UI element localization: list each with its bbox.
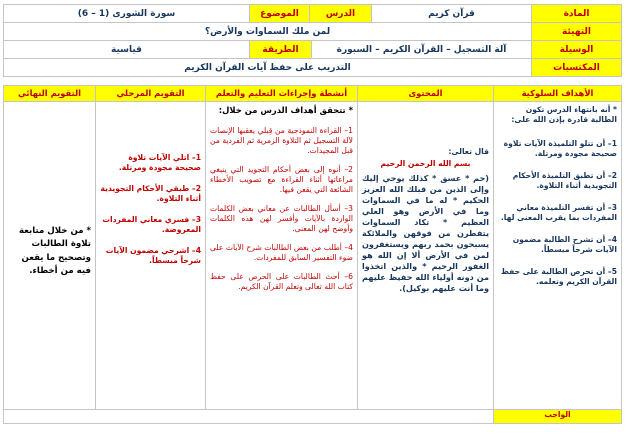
- final-eval-cell: [4, 102, 96, 410]
- col-content-header: المحتوى: [358, 86, 494, 102]
- content-verses: (حم * عسق * كذلك يوحي إليك وإلى الذين من قبلك الله العزيز الحكيم * له ما في السماوات وما في الأرض وهو العلي العظيم * تكاد السماوات يتفطرن من فوقهن والملائكة يسبحون بحمد ربهم ويستغفرون لمن في الأرض ألا إن الله هو الغفور الرحيم * والذين اتخذوا من دونه أولياء الله حفيظ عليهم وما أنت عليهم بوكيل).: [362, 173, 489, 294]
- means-label: الوسيلة: [532, 41, 622, 59]
- homework-label: الواجب: [494, 410, 622, 424]
- behavioral-item: 2– أن تطبق التلميذة الأحكام التجويدية أثناء التلاوة.: [512, 171, 617, 191]
- activities-intro: * تتحقق أهداف الدرس من خلال:: [218, 105, 353, 115]
- topic-label: الموضوع: [249, 5, 309, 23]
- activity-item: 3– أسأل الطالبات عن معاني بعض الكلمات الواردة بالآيات وأفسر لهن هذه الكلمات وأوضح لهن المعنى.: [210, 204, 353, 234]
- col-behavioral-header: الأهداف السلوكية: [494, 86, 622, 102]
- col-stage-eval-header: التقويم المرحلي: [96, 86, 206, 102]
- behavioral-cell: [494, 102, 622, 410]
- activity-item: 1– القراءة النموذجية من قِبلي يعقبها الإنصات لآلة التسجيل ثم التلاوة الزمرية ثم الفردية من قبل المجيدات.: [210, 126, 353, 156]
- behavioral-item: 1– أن تتلو التلميذة الآيات تلاوة صحيحة مجودة ومرتلة.: [503, 139, 617, 159]
- content-title: قال تعالى:: [448, 147, 489, 156]
- final-eval-text: * من خلال متابعة تلاوة الطالبات وتصحيح ما يقعن فيه من أخطاء.: [18, 226, 91, 276]
- subject-value: قرآن كريم: [372, 5, 532, 23]
- behavioral-intro: * أنه بانتهاء الدرس تكون الطالبة قادرة بإذن الله على:: [511, 105, 617, 125]
- behavioral-item: 5– أن تحرص الطالبة على حفظ القرآن الكريم وتعلمه.: [501, 267, 617, 287]
- col-activities-header: أنشطة وإجراءات التعليم والتعلم: [206, 86, 358, 102]
- col-final-eval-header: التقويم النهائي: [4, 86, 96, 102]
- topic-value: سورة الشورى (1 – 6): [3, 5, 249, 23]
- activity-item: 2– أنوه إلى بعض أحكام التجويد التي ينبغي مراعاتها أثناء القراءة مع تصويب الأخطاء الشائعة التي يقعن فيها.: [210, 165, 353, 195]
- lesson-label: الدرس: [309, 5, 371, 23]
- method-label: الطريقة: [249, 41, 311, 59]
- content-cell: [358, 102, 494, 410]
- means-value: آلة التسجيل – القرآن الكريم – السبورة: [312, 41, 532, 59]
- stage-eval-item: 2– طبقي الأحكام التجويدية أثناء التلاوة.: [100, 184, 201, 204]
- method-value: قياسية: [3, 41, 249, 59]
- activities-cell: [206, 102, 358, 410]
- stage-eval-cell: [96, 102, 206, 410]
- behavioral-item: 3– أن تفسر التلميذة معاني المفردات بما يقرب المعنى لها.: [500, 203, 617, 223]
- homework-value: [4, 410, 494, 424]
- stage-eval-item: 4– اشرحي مضمون الآيات شرحاً مبسطاً.: [105, 246, 201, 266]
- intro-value: لمن ملك السماوات والأرض؟: [3, 23, 531, 41]
- lesson-body-table: [3, 85, 622, 424]
- skills-value: التدريب على حفظ آيات القرآن الكريم: [3, 59, 531, 77]
- skills-label: المكتسبات: [532, 59, 622, 77]
- content-basmala: بسم الله الرحمن الرحيم: [380, 159, 471, 169]
- activity-item: 4– أطلب من بعض الطالبات شرح الآيات على ضوء التفسير السابق للمفردات.: [210, 243, 353, 263]
- stage-eval-item: 1– اتلي الآيات تلاوة صحيحة مجودة ومرتلة.: [118, 153, 201, 173]
- lesson-plan-page: [4, 4, 622, 424]
- activity-item: 6– أحث الطالبات على الحرص على حفظ كتاب الله تعالى وتعلم القرآن الكريم.: [210, 272, 353, 292]
- intro-label: التهيئة: [532, 23, 622, 41]
- behavioral-item: 4– أن تشرح الطالبة مضمون الآيات شرحاً مبسطاً.: [512, 235, 617, 255]
- stage-eval-item: 3– فسري معاني المفردات المعروضة.: [102, 215, 201, 235]
- lesson-header-table: [3, 4, 622, 77]
- subject-label: المادة: [532, 5, 622, 23]
